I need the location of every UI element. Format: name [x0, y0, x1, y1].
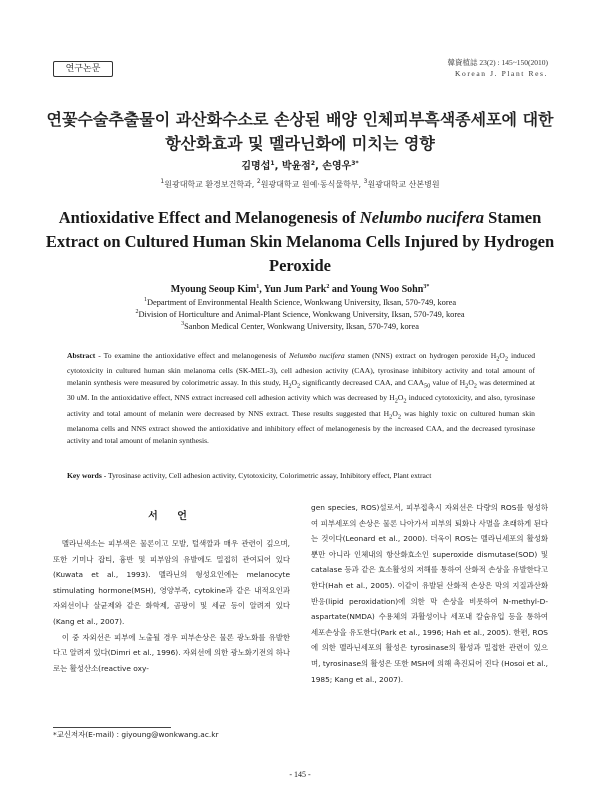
affil-sup: 3	[181, 321, 185, 327]
author-sup: 2	[310, 160, 316, 167]
keywords-text: - Tyrosinase activity, Cell adhesion activity, Cytotoxicity, Colorimetric assay, Inhibitory effect, Plant extract	[101, 471, 432, 480]
left-column	[53, 536, 290, 676]
affil-sup: 2	[256, 178, 261, 185]
affil-sup: 3	[363, 178, 368, 185]
author-name: 김명섭	[241, 161, 271, 172]
abstract-sub: 2	[473, 382, 477, 390]
journal-info	[447, 57, 548, 79]
korean-title: 연꽃수술추출물이 과산화수소로 손상된 배양 인체피부흑색종세포에 대한 항산화효과 및 멜라닌화에 미치는 영향	[46, 110, 554, 153]
author-sup: 1	[270, 160, 275, 167]
affil-text: 원광대학교 원예·동식물학부	[260, 180, 359, 189]
abstract-sub: 2	[296, 382, 301, 390]
author-name: 박윤점	[281, 161, 311, 172]
abstract-text: O	[499, 351, 505, 360]
affil-text: Department of Environmental Health Science, Wonkwang University, Iksan, 570-749, korea	[146, 298, 457, 307]
affil-sup: 1	[143, 297, 147, 303]
abstract-text: O	[291, 378, 297, 388]
journal-name: Korean J. Plant Res.	[454, 69, 548, 78]
abstract-sub: 2	[465, 382, 469, 390]
abstract-sub: 2	[403, 397, 407, 405]
author-name: 손영우	[322, 161, 352, 172]
affil-text: Division of Horticulture and Animal-Plant Science, Wonkwang University, Iksan, 570-749, korea	[138, 310, 465, 319]
abstract-species: Nelumbo nucifera	[289, 351, 345, 360]
author-sup: 3*	[423, 284, 430, 290]
affiliation-line	[0, 321, 600, 333]
paragraph: 멜라닌색소는 피부색은 물론이고 모발, 털색깔과 매우 관련이 깊으며, 또한 기미나 잡티, 흉반 및 피부암의 유발에도 밀접히 관여되어 있다(Kuwata et al., 1993). 멜라닌의 형성요인에는 melanocyte stimulating hormone(MSH), 영양부족, cytokine과 같은 내적요인과 자외선이나 살균제와 같은 화학제, 곰팡이 및 세균 등이 알려져 있다(Kang et al., 2007).	[53, 539, 290, 626]
affil-text: Sanbon Medical Center, Wonkwang University, Iksan, 570-749, korea	[184, 322, 419, 331]
footnote-rule	[53, 727, 171, 728]
abstract-sub: 2	[397, 413, 401, 421]
abstract-text: - To examine the antioxidative effect and melanogenesis of	[95, 351, 289, 360]
author-sup: 3*	[351, 160, 359, 167]
abstract-text: was determined at 30 uM. In the antioxidative effect, NNS extract increased cell adhesion activity which was decreased by H	[67, 378, 536, 403]
title-part: Stamen Extract on Cultured Human Skin Melanoma Cells Injured by Hydrogen Peroxide	[45, 208, 555, 275]
author-sup: 1	[256, 284, 260, 290]
abstract-text: was highly toxic on cultured human skin melanoma cells and NNS extract showed the antioxidative and inhibitory effect of melanogenesis by the increased CAA, and the decreased tyrosinase activity and total amount of melanin synthesis.	[67, 408, 535, 445]
abstract-text: stamen (NNS) extract on hydrogen peroxide H	[344, 351, 497, 360]
author-sep: and	[329, 284, 351, 295]
affiliation-line	[0, 297, 600, 309]
affil-text: 원광대학교 환경보건학과	[164, 180, 252, 189]
abstract-sub: 2	[394, 397, 398, 405]
abstract-sub: 2	[389, 413, 393, 421]
affil-sup: 2	[135, 309, 139, 315]
author-name: Myoung Seoup Kim	[170, 284, 257, 295]
affil-text: 원광대학교 산본병원	[367, 180, 440, 189]
page-number: - 145 -	[289, 770, 311, 779]
paragraph: gen species, ROS)설로서, 피부접촉시 자외선은 다량의 ROS를 형성하여 피부세포의 손상은 물론 나아가서 피부의 퇴화나 사멸을 초래하게 된다는 것이다(Leonard et al., 2000). 더욱이 ROS는 멜라닌세포의 활성화뿐만 아니라 인체내의 항산화효소인 superoxide dismutase(SOD) 및 catalase 등과 같은 효소활성의 저해를 통하여 산화적 손상을 유발한다고 한다(Hah et al., 2005). 이같이 유발된 산화적 손상은 막의 지질과산화반응(lipid peroxidation)에 의한 막 손상을 비롯하여 N-methyl-D-aspartate(NMDA) 수용체의 과활성이나 세포내 칼슘유입 등을 통하여 세포손상을 유도한다(Park et al., 1996; Hah et al., 2005). 한편, ROS에 의한 멜라닌세포의 활성은 tyrosinase의 활성과 밀접한 관련이 있으며, tyrosinase의 활성은 또한 MSH에 의해 촉진되어 진다 (Hosoi et al., 1985; Kang et al., 2007).	[311, 503, 548, 684]
section-heading: 서 언	[148, 511, 195, 522]
abstract-sub: 2	[504, 355, 509, 363]
keywords-label: Key words	[67, 471, 102, 480]
keywords	[67, 470, 547, 481]
abstract-sub: 2	[288, 382, 292, 390]
abstract	[67, 350, 535, 447]
author-sup: 2	[326, 284, 330, 290]
right-column	[311, 500, 548, 687]
english-affiliations	[0, 297, 600, 333]
affiliation-line	[0, 309, 600, 321]
footnote: *교신저자(E-mail) : giyoung@wonkwang.ac.kr	[53, 730, 219, 739]
abstract-label: Abstract	[67, 351, 96, 360]
abstract-text: O	[392, 408, 398, 418]
title-species: Nelumbo nucifera	[359, 208, 485, 227]
abstract-text: O	[397, 393, 404, 403]
paragraph: 이 중 자외선은 피부에 노출될 경우 피부손상은 물론 광노화를 유발한다고 알려져 있다(Dimri et al., 1996). 자외선에 의한 광노화기전의 하나로는 활성산소(reactive oxy-	[53, 632, 290, 673]
abstract-text: significantly decreased CAA, and CAA	[300, 378, 424, 388]
korean-affiliations: $^1$원광대학교 환경보건학과, $^2$원광대학교 원예·동식물학부, $^3$원광대학교 산본병원	[160, 178, 440, 189]
affil-sup: 1	[160, 178, 165, 185]
abstract-text: value of H	[430, 378, 466, 388]
korean-authors: 김명섭$^1$, 박윤점$^2$, 손영우$^{3*}$	[241, 160, 359, 172]
abstract-text: induced cytotoxicity in cultured human skin melanoma cells (SK-MEL-3), cell adhesion activity (CAA), tyrosinase inhibitory activity and total amount of melanin synthesis were measured by colorimetric assay. In this study, H	[67, 351, 536, 388]
author-name: Young Woo Sohn	[350, 284, 424, 295]
abstract-sub: 2	[496, 355, 500, 363]
article-type-badge: 연구논문	[53, 61, 113, 77]
author-name: Yun Jum Park	[263, 284, 327, 295]
abstract-text: induced cytotoxicity, and also, tyrosinase activity and total amount of melanin were decreased by NNS extract. These results suggested that H	[67, 393, 535, 418]
english-authors	[0, 283, 600, 297]
abstract-text: O	[468, 378, 474, 388]
english-title	[40, 206, 560, 278]
journal-citation: 韓資植誌 23(2) : 145~150(2010)	[447, 58, 548, 67]
abstract-sub: 50	[423, 382, 431, 390]
title-part: Antioxidative Effect and Melanogenesis of	[58, 208, 360, 227]
author-sep: ,	[259, 284, 264, 295]
